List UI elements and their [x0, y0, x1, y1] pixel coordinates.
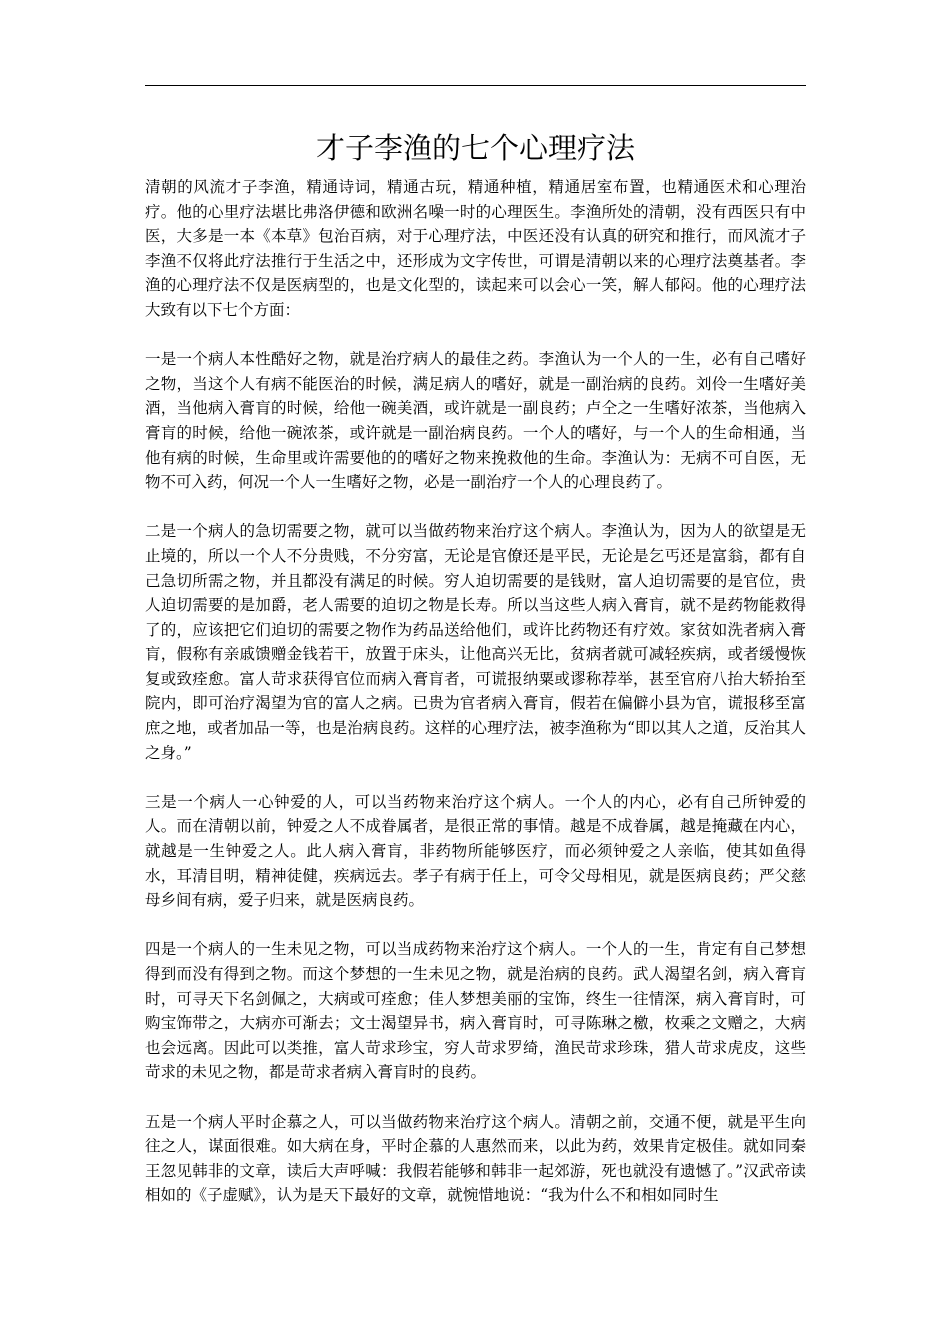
paragraph-method-5: 五是一个病人平时企慕之人，可以当做药物来治疗这个病人。清朝之前，交通不便，就是平生向往之人，谋面很难。如大病在身，平时企慕的人惠然而来，以此为药，效果肯定极佳。就如同秦王忽见韩非的文章，读后大声呼喊：我假若能够和韩非一起郊游，死也就没有遗憾了。”汉武帝读相如的《子虚赋》，认为是天下最好的文章，就惋惜地说：“我为什么不和相如同时生 [145, 1112, 806, 1205]
paragraph-method-3: 三是一个病人一心钟爱的人，可以当药物来治疗这个病人。一个人的内心，必有自己所钟爱的人。而在清朝以前，钟爱之人不成眷属者，是很正常的事情。越是不成眷属，越是掩藏在内心，就越是一生钟爱之人。此人病入膏肓，非药物所能够医疗，而必须钟爱之人亲临，使其如鱼得水，耳清目明，精神徒健，疾病远去。孝子有病于任上，可令父母相见，就是医病良药；严父慈母乡间有病，爱子归来，就是医病良药。 [145, 792, 806, 910]
article-body [145, 175, 806, 1208]
paragraph-method-4: 四是一个病人的一生未见之物，可以当成药物来治疗这个病人。一个人的一生，肯定有自己梦想得到而没有得到之物。而这个梦想的一生未见之物，就是治病的良药。武人渴望名剑，病入膏肓时，可寻天下名剑佩之，大病或可痊愈；佳人梦想美丽的宝饰，终生一往情深，病入膏肓时，可购宝饰带之，大病亦可渐去；文士渴望异书，病入膏肓时，可寻陈琳之檄，枚乘之文赠之，大病也会远离。因此可以类推，富人苛求珍宝，穷人苛求罗绮，渔民苛求珍珠，猎人苛求虎皮，这些苛求的未见之物，都是苛求者病入膏肓时的良药。 [145, 940, 806, 1082]
paragraph-method-1: 一是一个病人本性酷好之物，就是治疗病人的最佳之药。李渔认为一个人的一生，必有自己嗜好之物，当这个人有病不能医治的时候，满足病人的嗜好，就是一副治病的良药。刘伶一生嗜好美酒，当他病入膏肓的时候，给他一碗美酒，或许就是一副良药；卢仝之一生嗜好浓茶，当他病入膏肓的时候，给他一碗浓茶，或许就是一副治病良药。一个人的嗜好，与一个人的生命相通，当他有病的时候，生命里或许需要他的的嗜好之物来挽救他的生命。李渔认为：无病不可自医，无物不可入药，何况一个人一生嗜好之物，必是一副治疗一个人的心理良药了。 [145, 350, 806, 492]
paragraph-intro: 清朝的风流才子李渔，精通诗词，精通古玩，精通种植，精通居室布置，也精通医术和心理治疗。他的心里疗法堪比弗洛伊德和欧洲名噪一时的心理医生。李渔所处的清朝，没有西医只有中医，大多是一本《本草》包治百病，对于心理疗法，中医还没有认真的研究和推行，而风流才子李渔不仅将此疗法推行于生活之中，还形成为文字传世，可谓是清朝以来的心理疗法奠基者。李渔的心理疗法不仅是医病型的，也是文化型的，读起来可以会心一笑，解人郁闷。他的心理疗法大致有以下七个方面： [145, 178, 806, 319]
page-title: 才子李渔的七个心理疗法 [315, 131, 635, 165]
paragraph-method-2: 二是一个病人的急切需要之物，就可以当做药物来治疗这个病人。李渔认为，因为人的欲望是无止境的，所以一个人不分贵贱，不分穷富，无论是官僚还是平民，无论是乞丐还是富翁，都有自己急切所需之物，并且都没有满足的时候。穷人迫切需要的是钱财，富人迫切需要的是官位，贵人迫切需要的是加爵，老人需要的迫切之物是长寿。所以当这些人病入膏肓，就不是药物能救得了的，应该把它们迫切的需要之物作为药品送给他们，或许比药物还有疗效。家贫如洗者病入膏肓，假称有亲戚馈赠金钱若干，放置于床头，让他高兴无比，贫病者就可减轻疾病，或者缓慢恢复或致痊愈。富人苛求获得官位而病入膏肓者，可谎报纳粟或谬称荐举，甚至官府八抬大轿抬至院内，即可治疗渴望为官的富人之病。已贵为官者病入膏肓，假若在偏僻小县为官，谎报移至富庶之地，或者加品一等，也是治病良药。这样的心理疗法，被李渔称为“即以其人之道，反治其人之身。” [145, 522, 806, 762]
header-rule [145, 85, 806, 86]
